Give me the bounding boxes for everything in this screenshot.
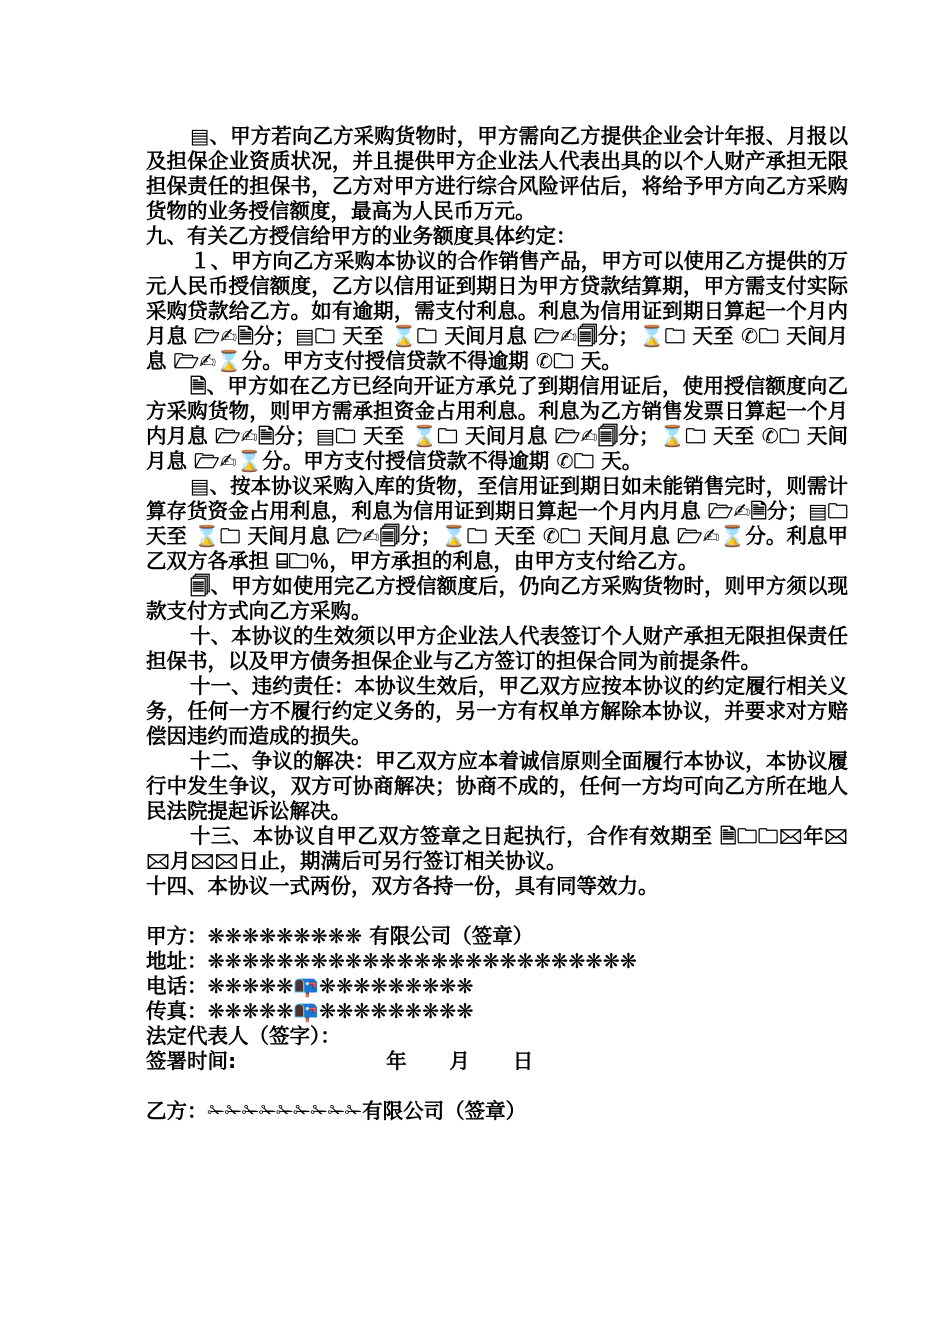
- party-a-line: 甲方：❋❋❋❋❋❋❋❋❋ 有限公司（签章）: [146, 924, 534, 948]
- paragraph-section-11: 十一、违约责任：本协议生效后，甲乙双方应按本协议的约定履行相关义务，任何一方不履行约定义务的，另一方有权单方解除本协议，并要求对方赔偿因违约而造成的损失。: [146, 674, 848, 748]
- paragraph-section-9-title: 九、有关乙方授信给甲方的业务额度具体约定：: [146, 224, 577, 248]
- fax-line: 传真：❋❋❋❋❋📭❋❋❋❋❋❋❋❋❋: [146, 999, 474, 1023]
- agreement-body: [146, 124, 848, 899]
- phone-line: 电话：❋❋❋❋❋📭❋❋❋❋❋❋❋❋❋: [146, 974, 474, 998]
- document-page: [146, 124, 848, 1124]
- address-line: 地址：❋❋❋❋❋❋❋❋❋❋❋❋❋❋❋❋❋❋❋❋❋❋❋❋❋: [146, 949, 637, 973]
- paragraph-credit-application: ▤、甲方若向乙方采购货物时，甲方需向乙方提供企业会计年报、月报以及担保企业资质状况，并且提供甲方企业法人代表出具的以个人财产承担无限担保责任的担保书，乙方对甲方进行综合风险评估后，将给予甲方向乙方采购货物的业务授信额度，最高为人民币万元。: [146, 124, 848, 223]
- paragraph-section-12: 十二、争议的解决：甲乙双方应本着诚信原则全面履行本协议，本协议履行中发生争议，双方可协商解决；协商不成的，任何一方均可向乙方所在地人民法院提起诉讼解决。: [146, 749, 848, 823]
- paragraph-section-14: 十四、本协议一式两份，双方各持一份，具有同等效力。: [146, 874, 659, 898]
- paragraph-9-3: ▤、按本协议采购入库的货物，至信用证到期日如未能销售完时，则需计算存货资金占用利息，利息为信用证到期日算起一个月内月息 🗁✍🗎分；▤🗀 天至 ⌛🗀 天间月息 🗁✍🗐分；⌛🗀 天至 ✆🗀 天间月息 🗁✍⌛分。利息甲乙双方各承担 ⌸🗀％，甲方承担的利息，由甲方支付给乙方。: [146, 474, 848, 573]
- paragraph-section-10: 十、本协议的生效须以甲方企业法人代表签订个人财产承担无限担保责任担保书，以及甲方债务担保企业与乙方签订的担保合同为前提条件。: [146, 624, 848, 673]
- signature-block: [146, 924, 848, 1124]
- paragraph-section-13: 十三、本协议自甲乙双方签章之日起执行，合作有效期至 🗎🗀🗀🖂年🖂🖂月🖂🖂日止，期满后可另行签订相关协议。: [146, 824, 848, 873]
- signing-time-line: 签署时间: 年 月 日: [146, 1049, 534, 1073]
- spacer: [146, 1074, 848, 1099]
- paragraph-9-4: 🗐、甲方如使用完乙方授信额度后，仍向乙方采购货物时，则甲方须以现款支付方式向乙方采购。: [146, 574, 848, 623]
- paragraph-9-1: １、甲方向乙方采购本协议的合作销售产品，甲方可以使用乙方提供的万元人民币授信额度，乙方以信用证到期日为甲方贷款结算期，甲方需支付实际采购贷款给乙方。如有逾期，需支付利息。利息为信用证到期日算起一个月内月息 🗁✍🗎分；▤🗀 天至 ⌛🗀 天间月息 🗁✍🗐分；⌛🗀 天至 ✆🗀 天间月息 🗁✍⌛分。甲方支付授信贷款不得逾期 ✆🗀 天。: [146, 249, 848, 373]
- paragraph-9-2: 🗎、甲方如在乙方已经向开证方承兑了到期信用证后，使用授信额度向乙方采购货物，则甲方需承担资金占用利息。利息为乙方销售发票日算起一个月内月息 🗁✍🗎分；▤🗀 天至 ⌛🗀 天间月息 🗁✍🗐分；⌛🗀 天至 ✆🗀 天间月息 🗁✍⌛分。甲方支付授信贷款不得逾期 ✆🗀 天。: [146, 374, 848, 473]
- spacer: [146, 899, 848, 924]
- party-b-line: 乙方：✁✁✁✁✁✁✁✁✁有限公司（签章）: [146, 1099, 527, 1123]
- legal-representative-line: 法定代表人（签字）：: [146, 1024, 341, 1048]
